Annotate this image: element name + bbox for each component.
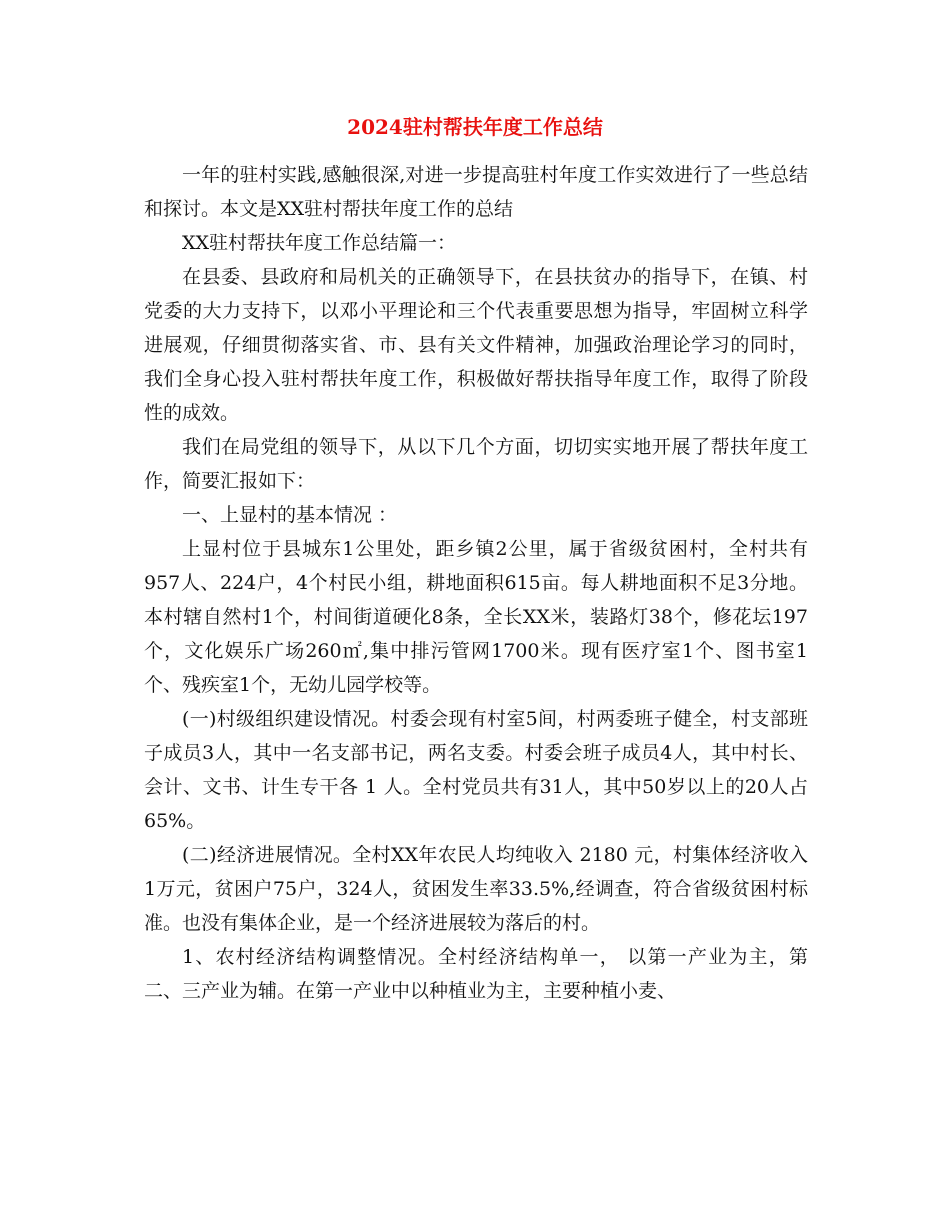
paragraph-leadership: 在县委、县政府和局机关的正确领导下，在县扶贫办的指导下，在镇、村党委的大力支持下，以邓小平理论和三个代表重要思想为指导，牢固树立科学进展观，仔细贯彻落实省、市、县有关文件精神，加强政治理论学习的同时，我们全身心投入驻村帮扶年度工作，积极做好帮扶指导年度工作，取得了阶段性的成效。 bbox=[144, 266, 808, 424]
paragraph-economic-structure: 1、农村经济结构调整情况。全村经济结构单一， 以第一产业为主，第二、三产业为辅。在第一产业中以种植业为主，主要种植小麦、 bbox=[144, 946, 808, 1002]
document-title: 2024驻村帮扶年度工作总结 bbox=[347, 115, 603, 139]
section-heading-basic-info: 一、上显村的基本情况 ： bbox=[182, 504, 398, 526]
paragraph-part-heading: XX驻村帮扶年度工作总结篇一： bbox=[182, 232, 457, 254]
paragraph-intro: 一年的驻村实践,感触很深,对进一步提高驻村年度工作实效进行了一些总结和探讨。本文是XX驻村帮扶年度工作的总结 bbox=[144, 164, 808, 220]
paragraph-economy: (二)经济进展情况。全村XX年农民人均纯收入 2180 元，村集体经济收入1万元，贫困户75户，324人，贫困发生率33.5%,经调查，符合省级贫困村标准。也没有集体企业，是一个经济进展较为落后的村。 bbox=[144, 844, 808, 934]
paragraph-report-intro: 我们在局党组的领导下，从以下几个方面，切切实实地开展了帮扶年度工作，简要汇报如下： bbox=[144, 436, 808, 492]
paragraph-village-overview: 上显村位于县城东1公里处，距乡镇2公里，属于省级贫困村，全村共有957人、224户，4个村民小组，耕地面积615亩。每人耕地面积不足3分地。本村辖自然村1个，村间街道硬化8条，全长XX米，装路灯38个，修花坛197个，文化娱乐广场260㎡,集中排污管网1700米。现有医疗室1个、图书室1个、残疾室1个，无幼儿园学校等。 bbox=[144, 538, 808, 696]
paragraph-organization: (一)村级组织建设情况。村委会现有村室5间，村两委班子健全，村支部班子成员3人，其中一名支部书记，两名支委。村委会班子成员4人，其中村长、会计、文书、计生专干各 1 人。全村党员共有31人，其中50岁以上的20人占65%。 bbox=[144, 708, 808, 832]
document-body bbox=[144, 158, 808, 1008]
